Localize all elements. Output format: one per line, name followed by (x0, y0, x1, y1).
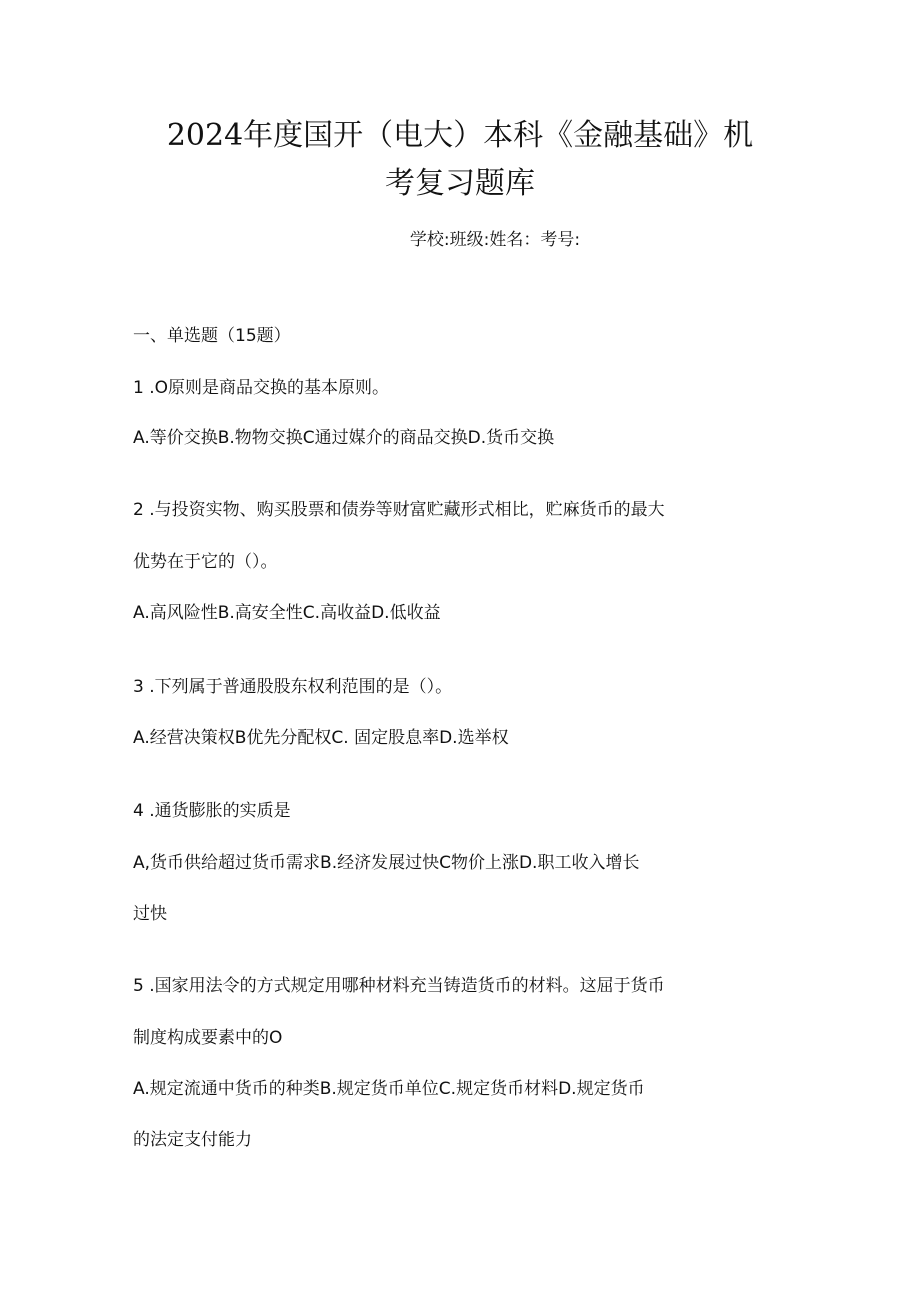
question-3-options: A.经营决策权B优先分配权C. 固定股息率D.选举权 (133, 728, 509, 748)
question-4-options-line-1: A,货币供给超过货币需求B.经济发展过快C物价上涨D.职工收入增长 (133, 853, 640, 873)
student-info-line: 学校:班级:姓名：考号: (409, 230, 581, 250)
document-title (0, 112, 920, 208)
section-heading: 一、单选题（15题） (133, 326, 291, 346)
title-line-1: 2024年度国开（电大）本科《金融基础》机 (166, 118, 754, 153)
question-2-stem-line-2: 优势在于它的（）。 (133, 552, 278, 572)
question-3-stem: 3 .下列属于普通股股东权利范围的是（）。 (133, 677, 453, 697)
question-2-stem-line-1: 2 .与投资实物、购买股票和债券等财富贮藏形式相比，贮麻货币的最大 (133, 500, 665, 520)
title-line-2: 考复习题库 (385, 166, 535, 201)
question-5-options-line-1: A.规定流通中货币的种类B.规定货币单位C.规定货币材料D.规定货币 (133, 1079, 645, 1099)
question-4-stem: 4 .通货膨胀的实质是 (133, 801, 291, 821)
question-1-options: A.等价交换B.物物交换C通过媒介的商品交换D.货币交换 (133, 428, 555, 448)
question-5-stem-line-2: 制度构成要素中的O (133, 1028, 283, 1048)
question-1-stem: 1 .O原则是商品交换的基本原则。 (133, 378, 390, 398)
question-5-options-line-2: 的法定支付能力 (133, 1130, 252, 1150)
question-5-stem-line-1: 5 .国家用法令的方式规定用哪种材料充当铸造货币的材料。这屈于货币 (133, 976, 665, 996)
question-4-options-line-2: 过快 (133, 904, 167, 924)
question-2-options: A.高风险性B.高安全性C.高收益D.低收益 (133, 603, 441, 623)
